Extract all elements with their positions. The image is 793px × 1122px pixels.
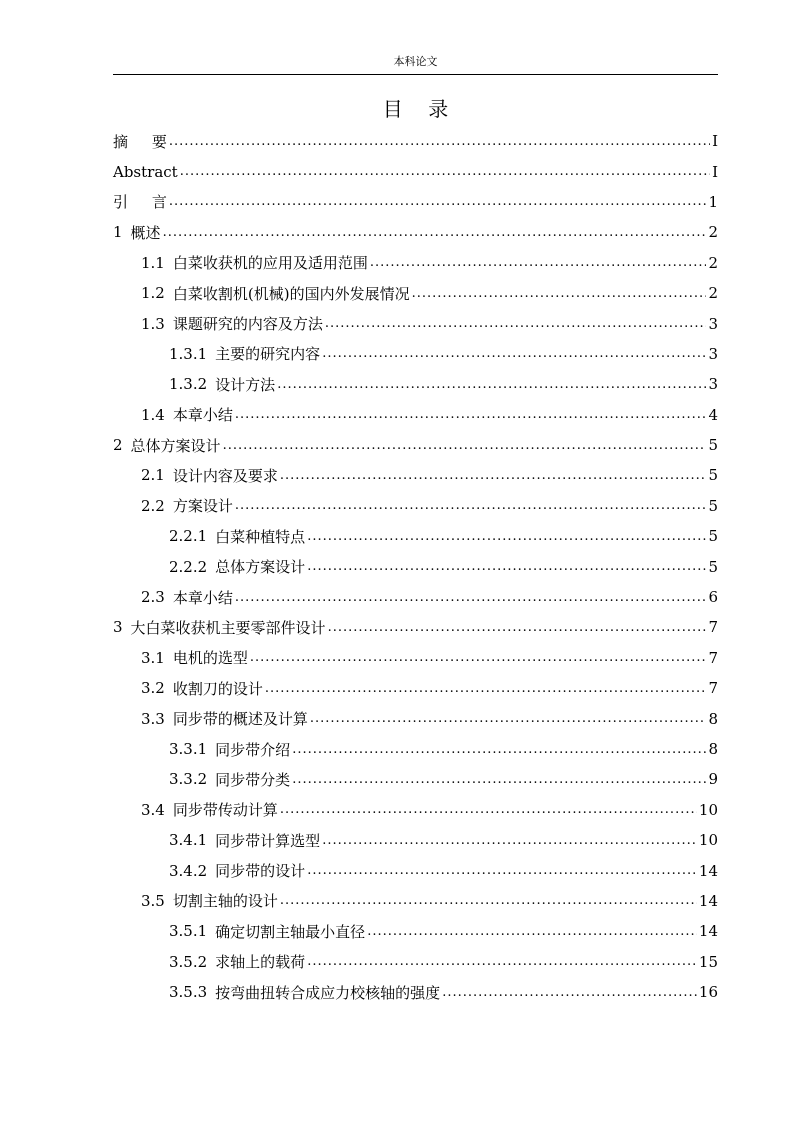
toc-dot-leader [277,377,706,392]
toc-entry[interactable] [113,369,718,399]
toc-entry[interactable] [113,855,718,885]
toc-entry-page-number: 14 [698,891,718,910]
toc-entry[interactable] [113,947,718,977]
toc-entry[interactable] [113,278,718,308]
toc-dot-leader [307,529,706,544]
toc-entry-title: 课题研究的内容及方法 [172,315,323,334]
toc-dot-leader [163,225,707,240]
toc-entry-page-number: 5 [708,496,718,515]
toc-entry-title: 求轴上的载荷 [215,953,306,972]
toc-entry[interactable] [113,764,718,794]
toc-entry-page-number: 9 [708,770,718,789]
toc-entry-title: 同步带计算选型 [215,831,321,850]
toc-entry[interactable] [113,400,718,430]
toc-entry-page-number: 1 [708,192,718,211]
toc-entry-title: 概述 [130,223,161,242]
toc-entry[interactable] [113,977,718,1007]
toc-dot-leader [367,924,697,939]
toc-dot-leader [325,316,707,331]
toc-entry[interactable] [113,795,718,825]
toc-entry-title: 大白菜收获机主要零部件设计 [130,618,326,637]
toc-entry-number: 3.1 [141,648,165,667]
toc-entry-title: 白菜收割机(机械)的国内外发展情况 [172,284,410,303]
toc-entry-page-number: I [712,132,718,151]
toc-entry-title: 同步带的概述及计算 [172,710,308,729]
toc-dot-leader [169,134,710,149]
toc-entry-title: 按弯曲扭转合成应力校核轴的强度 [215,983,441,1002]
toc-entry-number: 2 [113,436,123,455]
toc-entry-page-number: 10 [698,800,718,819]
toc-entry-title: 白菜种植特点 [215,527,306,546]
toc-entry-number: 2.2.2 [169,557,208,576]
toc-dot-leader [235,590,707,605]
toc-entry[interactable] [113,521,718,551]
toc-entry-page-number: 3 [708,344,718,363]
toc-dot-leader [280,893,697,908]
toc-entry-number: 2.1 [141,466,165,485]
toc-entry-number: 3.5.1 [169,922,208,941]
toc-entry-title: 白菜收获机的应用及适用范围 [172,254,368,273]
toc-entry-page-number: 3 [708,375,718,394]
toc-entry[interactable] [113,339,718,369]
toc-dot-leader [280,802,697,817]
toc-entry-page-number: 5 [708,557,718,576]
toc-entry-number: 3.4 [141,800,165,819]
toc-entry-number: 2.2.1 [169,527,208,546]
toc-entry-page-number: 8 [708,740,718,758]
toc-entry-title: 本章小结 [172,588,233,607]
toc-dot-leader [322,346,706,361]
toc-entry-number: 3.5.3 [169,983,208,1002]
toc-entry-number: 3.2 [141,679,165,698]
toc-entry-page-number: 2 [708,223,718,242]
toc-entry-page-number: 2 [708,253,718,272]
toc-dot-leader [412,286,707,301]
toc-entry-title: 同步带介绍 [215,740,291,759]
toc-entry-page-number: 14 [698,922,718,941]
toc-entry-title: 电机的选型 [172,649,248,668]
toc-entry-number: 2.2 [141,496,165,515]
toc-dot-leader [442,985,697,1000]
toc-entry-page-number: 6 [708,588,718,607]
toc-entry-page-number: 5 [708,466,718,485]
toc-entry[interactable] [113,734,718,764]
toc-entry-number: 3 [113,618,123,637]
toc-entry-title: 切割主轴的设计 [172,892,278,911]
toc-entry-title: 确定切割主轴最小直径 [215,922,366,941]
toc-entry-number: 3.5 [141,891,165,910]
toc-entry-page-number: 4 [708,405,718,424]
toc-entry-title: 同步带分类 [215,770,291,789]
toc-entry-title: 设计内容及要求 [172,466,278,485]
toc-entry-title: 方案设计 [172,497,233,516]
toc-dot-leader [265,681,707,696]
toc-entry-number: 3.3.1 [169,740,208,758]
toc-entry-page-number: 14 [698,861,718,880]
toc-dot-leader [328,620,707,635]
toc-entry-title: 摘 要 [113,132,167,151]
toc-dot-leader [322,833,697,848]
toc-entry[interactable] [113,491,718,521]
toc-entry-number: 3.3 [141,709,165,728]
toc-entry-number: 3.3.2 [169,770,208,789]
toc-entry-title: 本章小结 [172,406,233,425]
toc-entry[interactable] [113,703,718,733]
toc-entry-page-number: 3 [708,314,718,333]
toc-entry[interactable] [113,430,718,460]
toc-entry-title: 总体方案设计 [130,436,221,455]
toc-entry-page-number: 8 [708,709,718,728]
toc-entry-number: 1.2 [141,284,165,303]
toc-entry[interactable] [113,673,718,703]
toc-entry-page-number: 7 [708,679,718,698]
toc-entry-page-number: 5 [708,436,718,455]
toc-dot-leader [307,559,706,574]
toc-dot-leader [310,711,707,726]
toc-entry[interactable] [113,916,718,946]
toc-entry-page-number: 7 [708,648,718,667]
toc-entry-number: 3.5.2 [169,952,208,971]
toc-dot-leader [307,863,697,878]
toc-entry[interactable] [113,886,718,916]
toc-entry[interactable] [113,825,718,855]
toc-entry[interactable] [113,582,718,612]
toc-entry-number: 3.4.1 [169,831,208,850]
toc-entry-number: 1 [113,223,123,242]
toc-entry-number: 1.3.2 [169,375,208,394]
toc-entry-title: Abstract [113,162,178,181]
toc-dot-leader [250,650,707,665]
page-title: 目 录 [382,97,449,121]
toc-entry-title: 引 言 [113,193,167,212]
toc-entry[interactable] [113,156,718,186]
toc-entry-page-number: 5 [708,527,718,546]
toc-entry-title: 主要的研究内容 [215,345,321,364]
toc-dot-leader [180,164,710,179]
toc-entry-page-number: 15 [698,952,718,971]
toc-dot-leader [223,438,707,453]
toc-entry[interactable] [113,217,718,247]
toc-entry[interactable] [113,187,718,217]
toc-entry-page-number: 2 [708,284,718,303]
toc-entry[interactable] [113,612,718,642]
toc-entry[interactable] [113,126,718,156]
toc-dot-leader [370,255,707,270]
table-of-contents [113,126,718,1007]
toc-entry[interactable] [113,308,718,338]
toc-entry-page-number: 16 [698,983,718,1002]
toc-dot-leader [292,772,706,787]
toc-entry-title: 设计方法 [215,375,276,394]
toc-entry-title: 总体方案设计 [215,558,306,577]
toc-entry-number: 1.3 [141,314,165,333]
toc-entry[interactable] [113,460,718,490]
toc-entry-number: 1.1 [141,253,165,272]
toc-entry-page-number: 10 [698,831,718,850]
toc-entry-number: 1.4 [141,405,165,424]
toc-entry-title: 同步带的设计 [215,862,306,881]
page-header [113,55,718,75]
toc-dot-leader [235,498,707,513]
toc-dot-leader [307,954,697,969]
toc-entry[interactable] [113,643,718,673]
toc-entry-page-number: 7 [708,618,718,637]
header-label: 本科论文 [393,55,438,68]
toc-entry-title: 同步带传动计算 [172,801,278,820]
toc-dot-leader [235,407,707,422]
toc-entry[interactable] [113,248,718,278]
toc-dot-leader [280,468,707,483]
toc-dot-leader [292,742,706,757]
toc-entry-title: 收割刀的设计 [172,679,263,698]
toc-entry-number: 1.3.1 [169,344,208,363]
toc-entry-number: 2.3 [141,588,165,607]
toc-dot-leader [169,194,707,209]
toc-entry[interactable] [113,551,718,581]
toc-entry-number: 3.4.2 [169,861,208,880]
toc-entry-page-number: I [712,162,718,181]
